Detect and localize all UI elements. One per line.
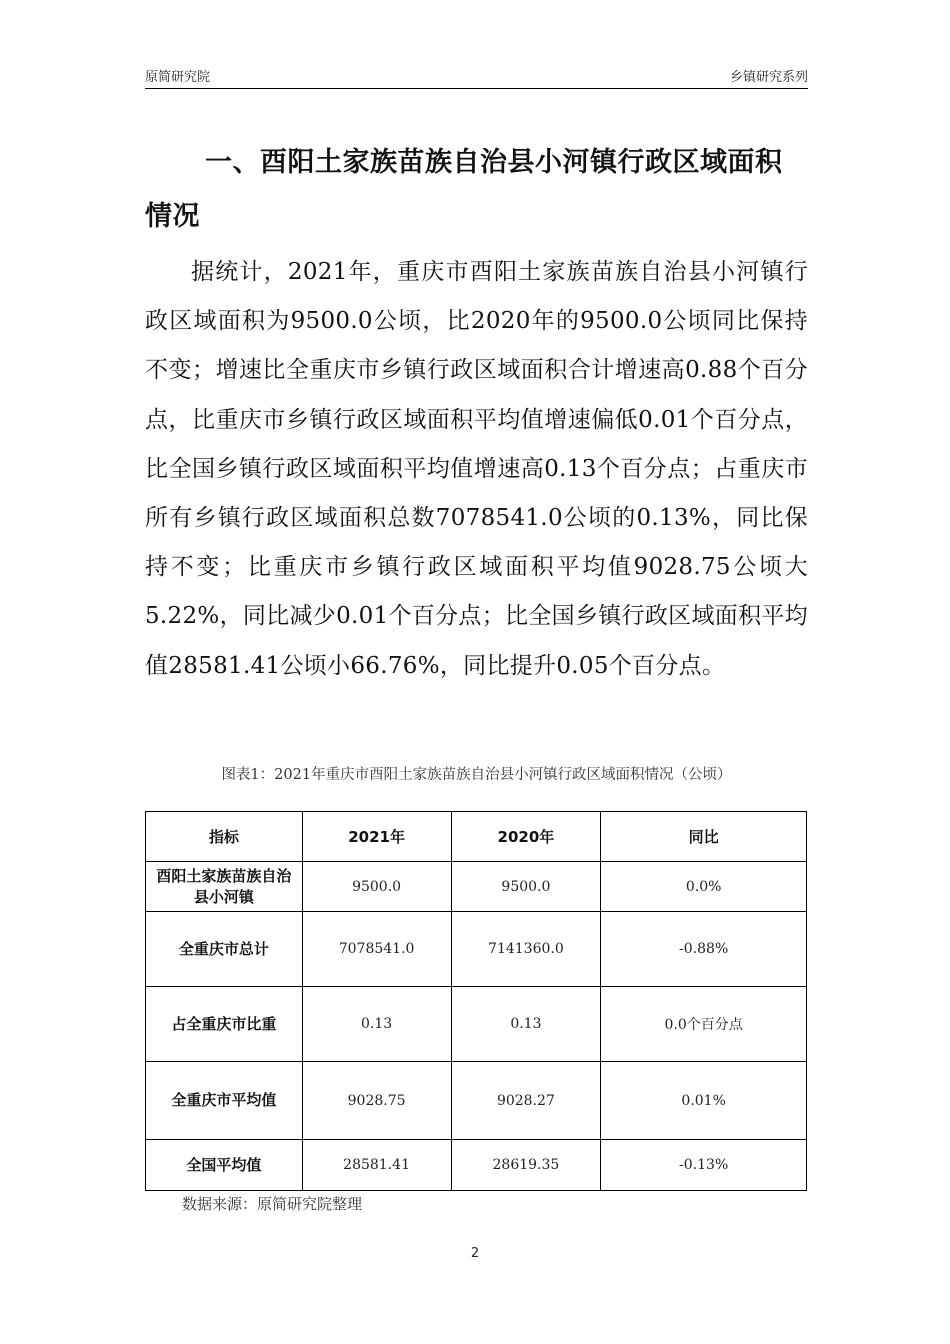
- value-2021: 9500.0: [302, 862, 451, 912]
- row-label: 占全重庆市比重: [146, 987, 303, 1062]
- value-yoy: -0.88%: [601, 912, 807, 987]
- table-row: [146, 1062, 807, 1140]
- value-2020: 0.13: [451, 987, 601, 1062]
- value-yoy: -0.13%: [601, 1140, 807, 1191]
- table-row: [146, 912, 807, 987]
- row-label: 全重庆市平均值: [146, 1062, 303, 1140]
- value-2021: 28581.41: [302, 1140, 451, 1191]
- value-2020: 9028.27: [451, 1062, 601, 1140]
- table-caption: 图表1：2021年重庆市酉阳土家族苗族自治县小河镇行政区域面积情况（公顷）: [221, 767, 732, 783]
- data-table: [145, 811, 807, 1191]
- value-2021: 9028.75: [302, 1062, 451, 1140]
- value-yoy: 0.0%: [601, 862, 807, 912]
- row-label: 酉阳土家族苗族自治县小河镇: [146, 862, 303, 912]
- table-header-cell: 指标: [146, 812, 303, 862]
- section-title: 一、酉阳土家族苗族自治县小河镇行政区域面积情况: [145, 147, 783, 232]
- table-header-cell: 2020年: [451, 812, 601, 862]
- source-note: 数据来源：原简研究院整理: [182, 1195, 363, 1213]
- value-2020: 7141360.0: [451, 912, 601, 987]
- row-label: 全国平均值: [146, 1140, 303, 1191]
- header-series-name: 乡镇研究系列: [729, 70, 808, 85]
- body-paragraph: 据统计，2021年，重庆市酉阳土家族苗族自治县小河镇行政区域面积为9500.0公顷，比2020年的9500.0公顷同比保持不变；增速比全重庆市乡镇行政区域面积合计增速高0.88个百分点，比重庆市乡镇行政区域面积平均值增速偏低0.01个百分点，比全国乡镇行政区域面积平均值增速高0.13个百分点；占重庆市所有乡镇行政区域面积总数7078541.0公顷的0.13%，同比保持不变；比重庆市乡镇行政区域面积平均值9028.75公顷大5.22%，同比减少0.01个百分点；比全国乡镇行政区域面积平均值28581.41公顷小66.76%，同比提升0.05个百分点。: [145, 259, 808, 679]
- value-2020: 9500.0: [451, 862, 601, 912]
- value-2021: 0.13: [302, 987, 451, 1062]
- page-header: [145, 66, 808, 90]
- table-header-cell: 2021年: [302, 812, 451, 862]
- table-row: [146, 1140, 807, 1191]
- table-header-row: [146, 812, 807, 862]
- value-2021: 7078541.0: [302, 912, 451, 987]
- page-number: 2: [470, 1246, 480, 1261]
- row-label: 全重庆市总计: [146, 912, 303, 987]
- table-header-cell: 同比: [601, 812, 807, 862]
- value-yoy: 0.0个百分点: [601, 987, 807, 1062]
- value-2020: 28619.35: [451, 1140, 601, 1191]
- table-row: [146, 862, 807, 912]
- header-org-name: 原简研究院: [145, 70, 211, 85]
- table-row: [146, 987, 807, 1062]
- header-rule: [145, 88, 808, 89]
- value-yoy: 0.01%: [601, 1062, 807, 1140]
